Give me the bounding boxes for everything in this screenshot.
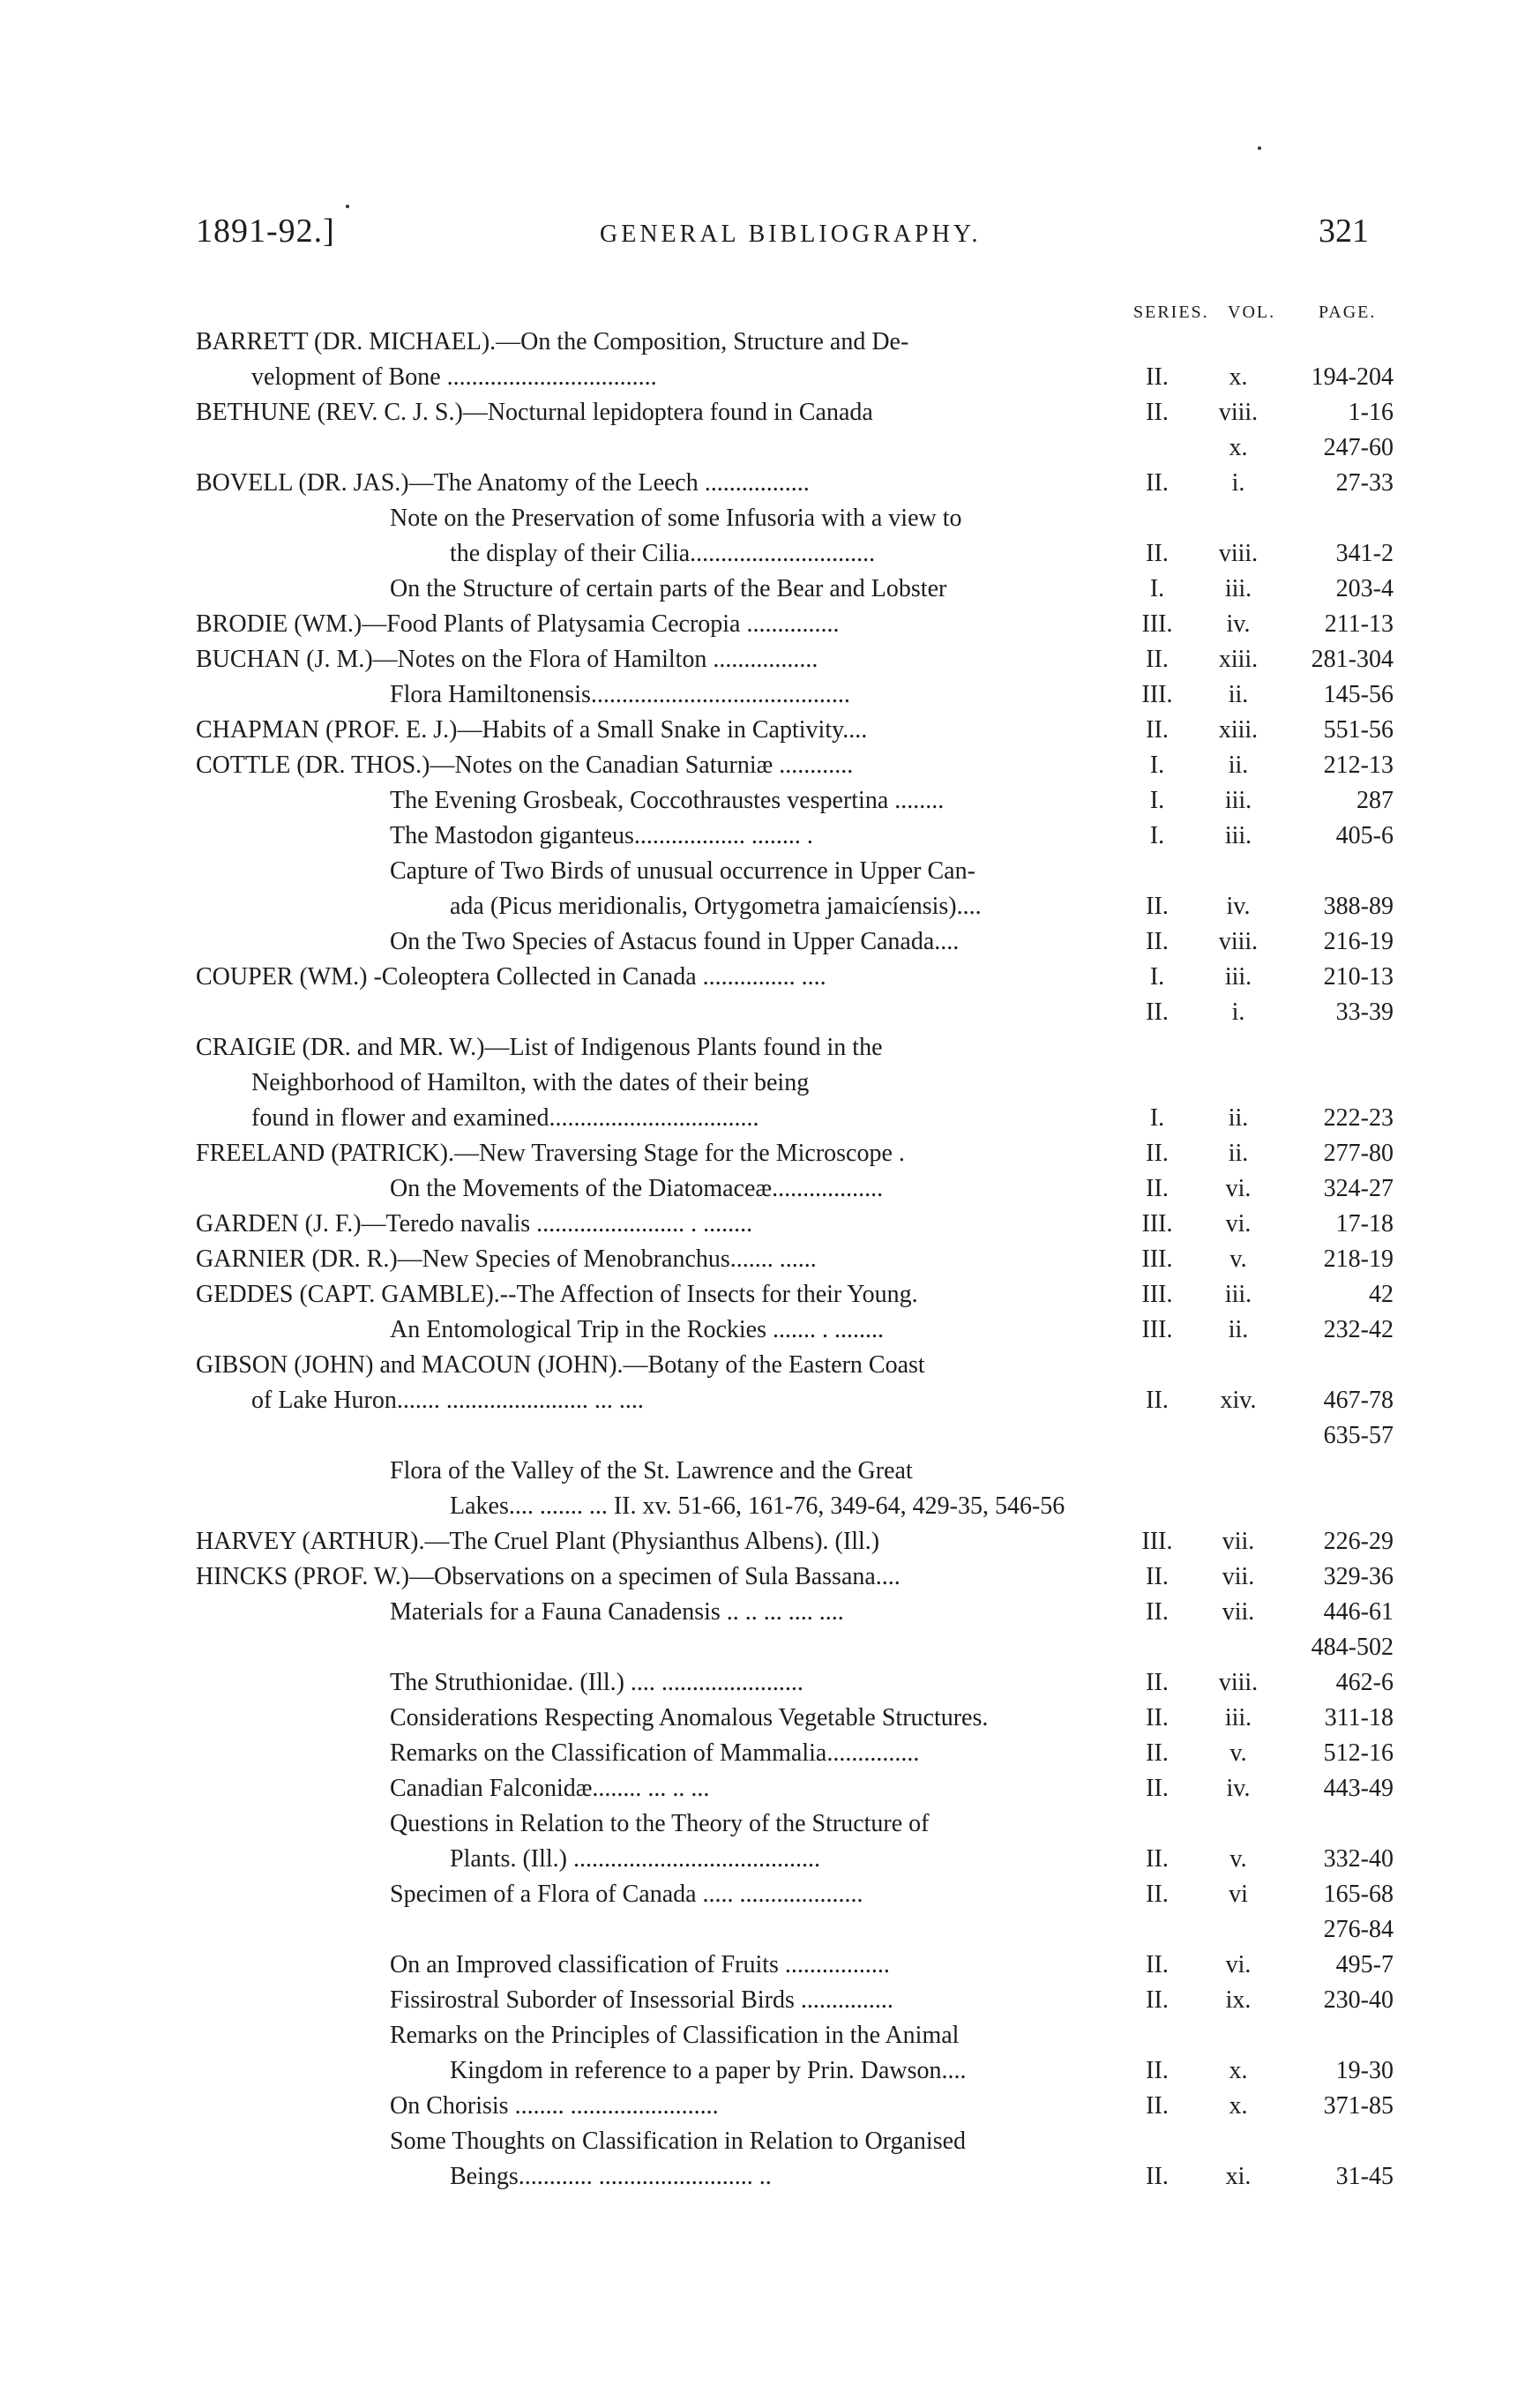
entry-text: FREELAND (PATRICK).—New Traversing Stage for the Microscope .: [196, 1140, 905, 1167]
entry-text: On an Improved classification of Fruits .................: [390, 1951, 890, 1978]
entry-text: Lakes.... ....... ... II. xv. 51-66, 161-76, 349-64, 429-35, 546-56: [450, 1492, 1065, 1520]
bibliography-entry: [0, 1489, 1517, 1524]
entry-text: The Struthionidae. (Ill.) .... .......................: [390, 1669, 803, 1696]
entry-text: Neighborhood of Hamilton, with the dates of their being: [251, 1069, 810, 1096]
entry-volume: vii.: [1222, 1598, 1255, 1626]
entry-volume: iii.: [1224, 1704, 1252, 1731]
bibliography-entry: [0, 1171, 1517, 1207]
entry-pages: 218-19: [1323, 1245, 1394, 1273]
entry-pages: 42: [1369, 1281, 1394, 1308]
entry-series: I.: [1149, 752, 1165, 779]
bibliography-entry: [0, 466, 1517, 501]
entry-text: Capture of Two Birds of unusual occurrence in Upper Can-: [390, 857, 975, 885]
entry-series: II.: [1146, 998, 1169, 1026]
entry-text: Remarks on the Classification of Mammalia...............: [390, 1739, 920, 1767]
bibliography-entry: [0, 1242, 1517, 1277]
entry-text: Questions in Relation to the Theory of the Structure of: [390, 1810, 930, 1837]
entry-text: On Chorisis ........ ........................: [390, 2092, 719, 2120]
bibliography-entry: [0, 1277, 1517, 1312]
entry-pages: 276-84: [1323, 1916, 1394, 1943]
entry-text: Considerations Respecting Anomalous Vegetable Structures.: [390, 1704, 989, 1731]
entry-series: II.: [1146, 1951, 1169, 1978]
entry-text: Kingdom in reference to a paper by Prin. Dawson....: [450, 2057, 967, 2084]
bibliography-entry: [0, 1066, 1517, 1101]
entry-series: II.: [1146, 399, 1169, 426]
entry-volume: xi.: [1225, 2163, 1252, 2190]
entry-volume: vii.: [1222, 1563, 1255, 1590]
bibliography-entry: [0, 2089, 1517, 2124]
bibliography-entry: [0, 1630, 1517, 1665]
entry-volume: iii.: [1224, 787, 1252, 814]
bibliography-entry: [0, 2018, 1517, 2053]
entry-series: II.: [1146, 2092, 1169, 2120]
entry-volume: viii.: [1218, 399, 1259, 426]
entry-series: I.: [1149, 787, 1165, 814]
entry-volume: ii.: [1228, 1140, 1249, 1167]
entry-series: II.: [1146, 2163, 1169, 2190]
bibliography-entry: [0, 924, 1517, 960]
entry-pages: 443-49: [1323, 1775, 1394, 1802]
bibliography-entry: [0, 501, 1517, 536]
bibliography-entry: [0, 1912, 1517, 1948]
bibliography-entry: [0, 1383, 1517, 1418]
entry-volume: ii.: [1228, 1316, 1249, 1343]
bibliography-entry: [0, 1207, 1517, 1242]
entry-pages: 247-60: [1323, 434, 1394, 461]
entry-series: II.: [1146, 1845, 1169, 1873]
bibliography-entry: [0, 1454, 1517, 1489]
bibliography-entry: [0, 2159, 1517, 2195]
bibliography-entry: [0, 889, 1517, 924]
entry-pages: 341-2: [1335, 540, 1394, 567]
entry-series: I.: [1149, 575, 1165, 602]
entry-volume: xiv.: [1220, 1387, 1257, 1414]
entry-text: Flora of the Valley of the St. Lawrence and the Great: [390, 1457, 913, 1484]
entry-volume: vi: [1229, 1881, 1248, 1908]
entry-text: On the Two Species of Astacus found in Upper Canada....: [390, 928, 960, 955]
entry-volume: iv.: [1226, 610, 1251, 638]
entry-volume: iii.: [1224, 575, 1252, 602]
entry-volume: iii.: [1224, 1281, 1252, 1308]
entry-pages: 332-40: [1323, 1845, 1394, 1873]
entry-volume: viii.: [1218, 540, 1259, 567]
entry-series: III.: [1141, 610, 1173, 638]
entry-pages: 551-56: [1323, 716, 1394, 744]
entry-pages: 462-6: [1335, 1669, 1394, 1696]
bibliography-entry: [0, 713, 1517, 748]
entry-volume: i.: [1231, 469, 1245, 497]
entry-volume: x.: [1229, 2092, 1248, 2120]
entry-text: GARNIER (DR. R.)—New Species of Menobranchus....... ......: [196, 1245, 817, 1273]
page-header-title: GENERAL BIBLIOGRAPHY.: [600, 221, 982, 248]
entry-pages: 165-68: [1323, 1881, 1394, 1908]
entry-text: COTTLE (DR. THOS.)—Notes on the Canadian Saturniæ ............: [196, 752, 854, 779]
entry-text: The Evening Grosbeak, Coccothraustes vespertina ........: [390, 787, 945, 814]
entry-text: BARRETT (DR. MICHAEL).—On the Composition, Structure and De-: [196, 328, 909, 355]
bibliography-entry: [0, 395, 1517, 430]
entry-series: II.: [1146, 1387, 1169, 1414]
entry-pages: 287: [1356, 787, 1394, 814]
entry-volume: x.: [1229, 2057, 1248, 2084]
bibliography-entry: [0, 1030, 1517, 1066]
entry-pages: 495-7: [1335, 1951, 1394, 1978]
entry-text: GEDDES (CAPT. GAMBLE).--The Affection of Insects for their Young.: [196, 1281, 918, 1308]
bibliography-entry: [0, 572, 1517, 607]
entry-volume: vi.: [1225, 1210, 1252, 1238]
entry-volume: xiii.: [1218, 646, 1259, 673]
entry-text: the display of their Cilia..............................: [450, 540, 876, 567]
bibliography-entry: [0, 1736, 1517, 1771]
bibliography-entry: [0, 1877, 1517, 1912]
entry-volume: iv.: [1226, 893, 1251, 920]
entry-volume: v.: [1229, 1845, 1247, 1873]
entry-pages: 226-29: [1323, 1528, 1394, 1555]
bibliography-entry: [0, 2124, 1517, 2159]
bibliography-entry: [0, 1701, 1517, 1736]
entry-text: BOVELL (DR. JAS.)—The Anatomy of the Leech .................: [196, 469, 810, 497]
entry-pages: 311-18: [1324, 1704, 1394, 1731]
entry-pages: 281-304: [1311, 646, 1394, 673]
entry-volume: x.: [1229, 363, 1248, 391]
entry-series: II.: [1146, 469, 1169, 497]
bibliography-entry: [0, 1842, 1517, 1877]
entry-pages: 405-6: [1335, 822, 1394, 849]
entry-series: II.: [1146, 1775, 1169, 1802]
entry-volume: v.: [1229, 1739, 1247, 1767]
entry-volume: viii.: [1218, 1669, 1259, 1696]
entry-text: On the Movements of the Diatomaceæ..................: [390, 1175, 884, 1202]
bibliography-entry: [0, 960, 1517, 995]
entry-pages: 324-27: [1323, 1175, 1394, 1202]
ink-speck: [1258, 146, 1261, 150]
bibliography-entry: [0, 1524, 1517, 1559]
bibliography-entry: [0, 1806, 1517, 1842]
entry-pages: 277-80: [1323, 1140, 1394, 1167]
entry-volume: viii.: [1218, 928, 1259, 955]
entry-pages: 31-45: [1335, 2163, 1394, 2190]
entry-pages: 371-85: [1323, 2092, 1394, 2120]
entry-series: II.: [1146, 1175, 1169, 1202]
entry-series: II.: [1146, 1140, 1169, 1167]
entry-series: II.: [1146, 2057, 1169, 2084]
bibliography-entry: [0, 1136, 1517, 1171]
entry-volume: ii.: [1228, 1104, 1249, 1132]
entry-series: III.: [1141, 681, 1173, 708]
bibliography-entry: [0, 325, 1517, 360]
bibliography-entry: [0, 854, 1517, 889]
entry-series: II.: [1146, 363, 1169, 391]
entry-series: I.: [1149, 822, 1165, 849]
entry-series: II.: [1146, 928, 1169, 955]
entry-text: Canadian Falconidæ........ ... .. ...: [390, 1775, 710, 1802]
entry-pages: 467-78: [1323, 1387, 1394, 1414]
entry-text: BUCHAN (J. M.)—Notes on the Flora of Hamilton .................: [196, 646, 818, 673]
entry-text: Materials for a Fauna Canadensis .. .. ... .... ....: [390, 1598, 844, 1626]
entry-text: Note on the Preservation of some Infusoria with a view to: [390, 505, 962, 532]
entry-series: II.: [1146, 540, 1169, 567]
bibliography-entry: [0, 1312, 1517, 1348]
entry-pages: 203-4: [1335, 575, 1394, 602]
entry-volume: iii.: [1224, 822, 1252, 849]
entry-pages: 33-39: [1335, 998, 1394, 1026]
entry-series: II.: [1146, 1986, 1169, 2014]
entry-text: found in flower and examined..................................: [251, 1104, 759, 1132]
bibliography-entry: [0, 2053, 1517, 2089]
entry-pages: 222-23: [1323, 1104, 1394, 1132]
bibliography-entry: [0, 642, 1517, 677]
entry-volume: v.: [1229, 1245, 1247, 1273]
entry-series: III.: [1141, 1528, 1173, 1555]
bibliography-entry: [0, 748, 1517, 783]
entry-text: Flora Hamiltonensis..........................................: [390, 681, 850, 708]
bibliography-entry: [0, 536, 1517, 572]
entry-pages: 512-16: [1323, 1739, 1394, 1767]
bibliography-entry: [0, 1595, 1517, 1630]
entry-volume: vii.: [1222, 1528, 1255, 1555]
entry-text: HARVEY (ARTHUR).—The Cruel Plant (Physianthus Albens). (Ill.): [196, 1528, 880, 1555]
entry-pages: 635-57: [1323, 1422, 1394, 1449]
bibliography-entry: [0, 430, 1517, 466]
entry-volume: iv.: [1226, 1775, 1251, 1802]
entry-volume: xiii.: [1218, 716, 1259, 744]
bibliography-entry: [0, 1665, 1517, 1701]
entry-pages: 232-42: [1323, 1316, 1394, 1343]
entry-volume: ii.: [1228, 752, 1249, 779]
entry-volume: x.: [1229, 434, 1248, 461]
entry-series: III.: [1141, 1316, 1173, 1343]
entry-text: Beings............ ......................... ..: [450, 2163, 772, 2190]
bibliography-entry: [0, 1418, 1517, 1454]
entry-series: II.: [1146, 1881, 1169, 1908]
bibliography-entry: [0, 819, 1517, 854]
bibliography-list: [0, 325, 1517, 2195]
entry-pages: 1-16: [1348, 399, 1394, 426]
entry-pages: 19-30: [1335, 2057, 1394, 2084]
entry-volume: ii.: [1228, 681, 1249, 708]
entry-volume: ix.: [1225, 1986, 1252, 2014]
entry-volume: vi.: [1225, 1175, 1252, 1202]
entry-pages: 212-13: [1323, 752, 1394, 779]
bibliography-entry: [0, 783, 1517, 819]
entry-series: II.: [1146, 1704, 1169, 1731]
entry-text: of Lake Huron....... ....................... ... ....: [251, 1387, 644, 1414]
entry-series: III.: [1141, 1245, 1173, 1273]
bibliography-entry: [0, 1101, 1517, 1136]
volume-heading: VOL.: [1228, 303, 1276, 322]
entry-text: GIBSON (JOHN) and MACOUN (JOHN).—Botany of the Eastern Coast: [196, 1351, 925, 1379]
entry-pages: 211-13: [1324, 610, 1394, 638]
entry-text: Plants. (Ill.) ........................................: [450, 1845, 820, 1873]
entry-text: velopment of Bone ..................................: [251, 363, 657, 391]
entry-series: II.: [1146, 646, 1169, 673]
entry-text: GARDEN (J. F.)—Teredo navalis ........................ . ........: [196, 1210, 753, 1238]
entry-pages: 230-40: [1323, 1986, 1394, 2014]
page-heading: PAGE.: [1319, 303, 1377, 322]
entry-text: Some Thoughts on Classification in Relation to Organised: [390, 2128, 967, 2155]
page-header-years: 1891-92.]: [196, 213, 335, 250]
bibliography-entry: [0, 607, 1517, 642]
entry-text: The Mastodon giganteus.................. ........ .: [390, 822, 813, 849]
entry-pages: 27-33: [1335, 469, 1394, 497]
entry-series: II.: [1146, 1739, 1169, 1767]
entry-pages: 329-36: [1323, 1563, 1394, 1590]
entry-series: II.: [1146, 1598, 1169, 1626]
bibliography-entry: [0, 1348, 1517, 1383]
entry-text: Remarks on the Principles of Classification in the Animal: [390, 2022, 960, 2049]
entry-volume: iii.: [1224, 963, 1252, 991]
bibliography-entry: [0, 1983, 1517, 2018]
bibliography-entry: [0, 995, 1517, 1030]
entry-volume: vi.: [1225, 1951, 1252, 1978]
bibliography-entry: [0, 1771, 1517, 1806]
entry-pages: 484-502: [1311, 1634, 1394, 1661]
bibliography-entry: [0, 677, 1517, 713]
entry-text: Fissirostral Suborder of Insessorial Birds ...............: [390, 1986, 893, 2014]
series-heading: SERIES.: [1133, 303, 1209, 322]
entry-text: On the Structure of certain parts of the Bear and Lobster: [390, 575, 947, 602]
ink-speck: [346, 205, 349, 208]
entry-pages: 194-204: [1311, 363, 1394, 391]
entry-pages: 17-18: [1335, 1210, 1394, 1238]
entry-volume: i.: [1231, 998, 1245, 1026]
bibliography-entry: [0, 1948, 1517, 1983]
bibliography-entry: [0, 1559, 1517, 1595]
entry-series: II.: [1146, 893, 1169, 920]
entry-pages: 145-56: [1323, 681, 1394, 708]
entry-pages: 446-61: [1323, 1598, 1394, 1626]
entry-pages: 388-89: [1323, 893, 1394, 920]
entry-pages: 216-19: [1323, 928, 1394, 955]
entry-series: I.: [1149, 963, 1165, 991]
entry-text: BETHUNE (REV. C. J. S.)—Nocturnal lepidoptera found in Canada: [196, 399, 873, 426]
entry-pages: 210-13: [1323, 963, 1394, 991]
entry-text: COUPER (WM.) -Coleoptera Collected in Canada ............... ....: [196, 963, 826, 991]
bibliography-entry: [0, 360, 1517, 395]
entry-text: HINCKS (PROF. W.)—Observations on a specimen of Sula Bassana....: [196, 1563, 900, 1590]
entry-series: II.: [1146, 716, 1169, 744]
entry-text: ada (Picus meridionalis, Ortygometra jamaicíensis)....: [450, 893, 982, 920]
entry-series: III.: [1141, 1210, 1173, 1238]
page-number: 321: [1319, 213, 1369, 250]
entry-text: CRAIGIE (DR. and MR. W.)—List of Indigenous Plants found in the: [196, 1034, 883, 1061]
entry-text: BRODIE (WM.)—Food Plants of Platysamia Cecropia ...............: [196, 610, 840, 638]
entry-text: An Entomological Trip in the Rockies ....... . ........: [390, 1316, 884, 1343]
entry-series: II.: [1146, 1669, 1169, 1696]
entry-text: Specimen of a Flora of Canada ..... ....................: [390, 1881, 863, 1908]
entry-series: II.: [1146, 1563, 1169, 1590]
entry-series: I.: [1149, 1104, 1165, 1132]
entry-series: III.: [1141, 1281, 1173, 1308]
entry-text: CHAPMAN (PROF. E. J.)—Habits of a Small Snake in Captivity....: [196, 716, 868, 744]
